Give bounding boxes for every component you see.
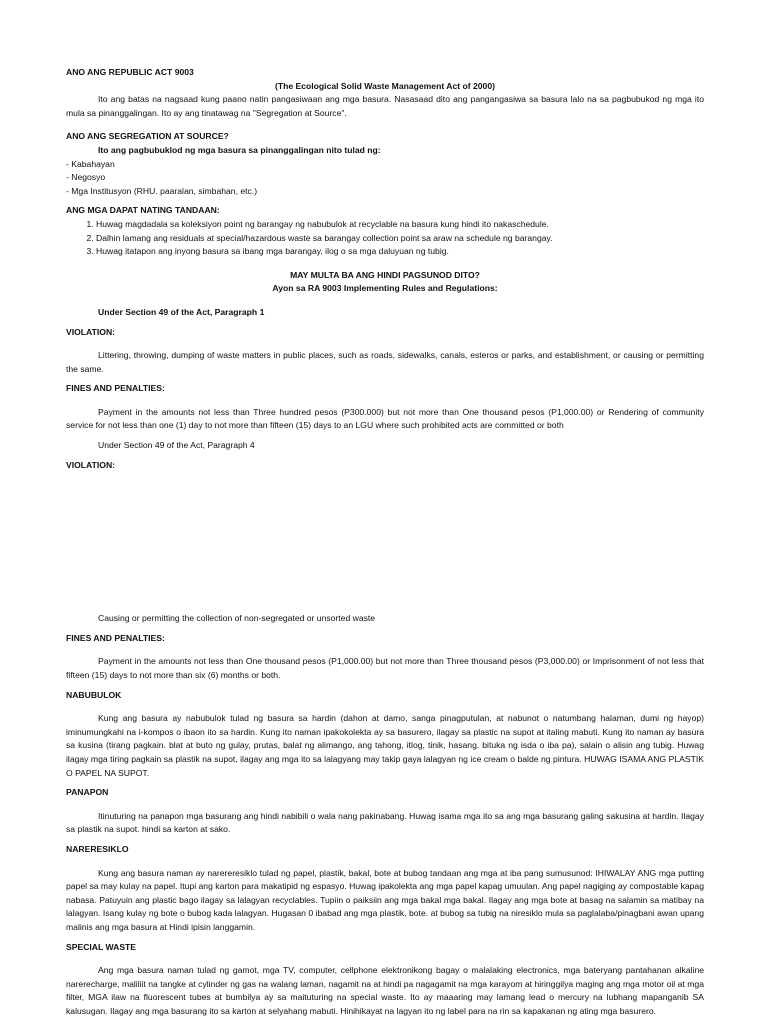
nareresiklo-heading: NARERESIKLO [66, 843, 129, 854]
intro-paragraph: Ito ang batas na nagsaad kung paano natin pangasiwaan ang mga basura. Nasasaad dito ang pangangasiwa sa basura lalo na sa pagbubukod ng mga ito mula sa pinanggalingan. Ito ay ang tinatawag na "Segregation at Source". [66, 94, 704, 118]
doc-title: ANO ANG REPUBLIC ACT 9003 [66, 67, 194, 77]
blank-space [66, 472, 704, 612]
nareresiklo-text: Kung ang basura naman ay narereresiklo tulad ng papel, plastik, bakal, bote at bubog tandaan ang mga at iba pang sumusunod: IHIWALAY ANG mga putting papel sa may kulay na papel. Itupi ang karton para makatipid ng espasyo. Huwag ipakolekta ang mga papel kapag umuulan. Ang papel nagiging ay compostable kapag nabasa. Patuyuin ang plastic bago ilagay sa lalagyan recyclables. Tupiin o paiksiin ang mga bakal mga bakal. Ilagay ang mga bote at basag na salamin sa matibay na lalagyan. Isang kulay ng bote o bubog kada lalagyan. Hugasan 0 ibabad ang mga plastik, bote. at bubog sa tubig na niresiklo mula sa paglalaba/pinagbani awan upang malinis ang mga basura at Hindi ipisin langgamin. [66, 867, 704, 932]
special-waste-text: Ang mga basura naman tulad ng gamot, mga TV, computer, cellphone elektronikong bagay o malalaking electronics, mga bateryang pantahanan alkaline narerecharge, maliliit na tangke at cylinder ng gas na walang laman, nagamit na at hindi pa nagagamit na mga karayom at hiringgilya maging ang mga motor oil at mga filter, MGA ilaw na fluorescent tubes at bumbilya ay sa maituturing na special waste. Ito ay maaaring may lamang lead o mercury na lubhang mapanganib SA kalusugan. Ilagay ang mga basurang ito sa karton at selyahang mabuti. Hinihikayat na lagyan ito ng label para na rin sa kapakanan ng ating mga basurero. [66, 965, 704, 1016]
doc-subtitle: (The Ecological Solid Waste Management Act of 2000) [275, 80, 495, 91]
section-ref: Under Section 49 of the Act, Paragraph 1 [98, 306, 265, 317]
segregation-item: - Kabahayan [66, 158, 115, 169]
multa-basis: Ayon sa RA 9003 Implementing Rules and Regulations: [272, 283, 498, 294]
fines-text: Payment in the amounts not less than One thousand pesos (P1,000.00) but not more than Three thousand pesos (P3,000.00) or Imprisonment of not less that fifteen (15) days to not more than six (6) months or both. [66, 656, 704, 681]
segregation-item: - Mga Institusyon (RHU. paaralan, simbahan, etc.) [66, 185, 258, 196]
violation-label: VIOLATION: [66, 459, 116, 470]
segregation-heading: ANO ANG SEGREGATION AT SOURCE? [66, 131, 229, 142]
fines-label: FINES AND PENALTIES: [66, 632, 165, 643]
nabubulok-text: Kung ang basura ay nabubulok tulad ng basura sa hardin (dahon at damo, sanga pinagputulan, at nabunot o natumbang halaman, dumi ng hayop) iminumungkahi na i-kompos o ibaon ito sa hardin. Kung ito naman ipakokolekta ay sa basurero, ilagay sa plastic na supot at italing mabuti. Kung ito naman ay basura sa kusina (tirang pagkain. blat at buto ng gulay, prutas, balat ng alimango, ang tahong, itlog, tinik, hasang. bituka ng isda o iba pa), salain o alisin ang tubig. Huwag ilagay mga tiring pagkain sa plastik na supot, ilagay ang mga ito sa lalagyang may takip gaya lalagyan ng ice cream o balde ng pintura. HUWAG ISAMA ANG PLASTIK O PAPEL NA SUPOT. [66, 713, 704, 778]
fines-label: FINES AND PENALTIES: [66, 383, 165, 394]
segregation-lead: Ito ang pagbubuklod ng mga basura sa pinanggalingan nito tulad ng: [98, 144, 381, 155]
tandaan-item: 3. Huwag itatapon ang inyong basura sa ibang mga barangay, ilog o sa mga daluyuan ng tubig. [96, 245, 704, 259]
tandaan-item: 2. Dalhin lamang ang residuals at special/hazardous waste sa barangay collection point sa araw na schedule ng barangay. [96, 232, 704, 246]
tandaan-list [66, 218, 704, 259]
fines-text: Payment in the amounts not less than Three hundred pesos (P300.000) but not more than One thousand pesos (P1,000.00) or Rendering of community service for not less than one (1) day to not more than fifteen (15) days to an LGU where such prohibited acts are committed or both [66, 406, 704, 431]
tandaan-heading: ANG MGA DAPAT NATING TANDAAN: [66, 205, 220, 216]
special-waste-heading: SPECIAL WASTE [66, 941, 137, 952]
violation-text: Littering, throwing, dumping of waste matters in public places, such as roads, sidewalks, canals, esteros or parks, and establishment, or causing or permitting the same. [66, 350, 704, 374]
multa-question: MAY MULTA BA ANG HINDI PAGSUNOD DITO? [290, 269, 480, 280]
tandaan-item: 1. Huwag magdadala sa koleksiyon point ng barangay ng nabubulok at recyclable na basura kung hindi ito nakaschedule. [96, 218, 704, 232]
section-ref: Under Section 49 of the Act, Paragraph 4 [98, 440, 255, 451]
violation-text: Causing or permitting the collection of non-segregated or unsorted waste [98, 613, 376, 624]
nabubulok-heading: NABUBULOK [66, 689, 122, 700]
segregation-item: - Negosyo [66, 172, 106, 183]
violation-label: VIOLATION: [66, 326, 116, 337]
panapon-text: Itinuturing na panapon mga basurang ang hindi nabibili o wala nang pakinabang. Huwag isama mga ito sa ang mga basurang galing sakusina at hardin. Ilagay sa plastik na supot. hindi sa karton at sako. [66, 810, 704, 835]
panapon-heading: PANAPON [66, 787, 109, 798]
